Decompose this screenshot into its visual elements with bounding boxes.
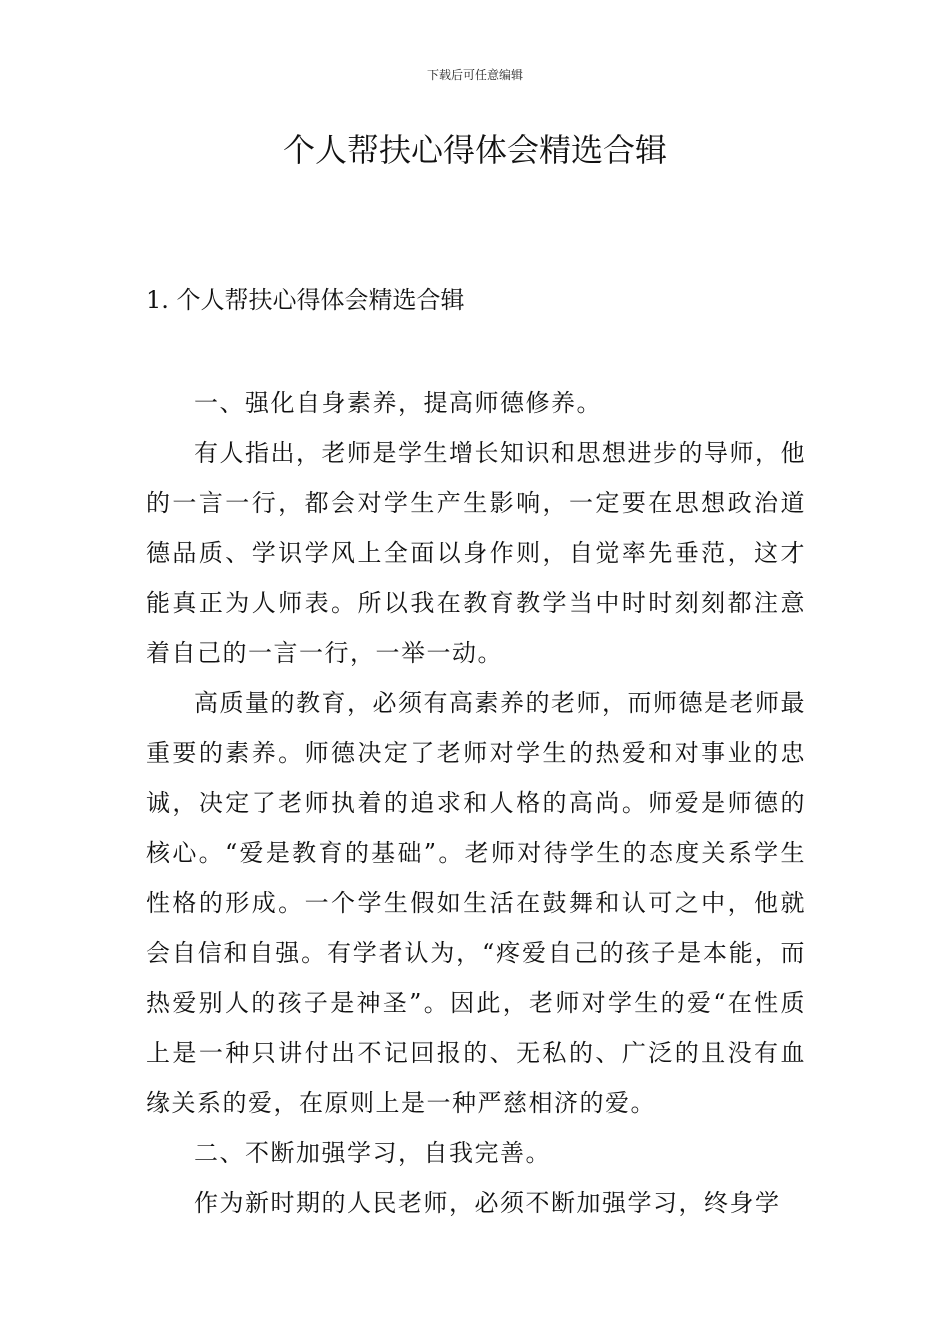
paragraph-heading-1: 一、强化自身素养，提高师德修养。	[194, 389, 602, 417]
document-title: 个人帮扶心得体会精选合辑	[282, 131, 667, 169]
paragraph: 高质量的教育，必须有高素养的老师，而师德是老师最重要的素养。师德决定了老师对学生的热爱和对事业的忠诚，决定了老师执着的追求和人格的高尚。师爱是师德的核心。“爱是教育的基础”。老师对待学生的态度关系学生性格的形成。一个学生假如生活在鼓舞和认可之中，他就会自信和自强。有学者认为，“疼爱自己的孩子是本能，而热爱别人的孩子是神圣”。因此，老师对学生的爱“在性质上是一种只讲付出不记回报的、无私的、广泛的且没有血缘关系的爱，在原则上是一种严慈相济的爱。	[146, 689, 806, 1117]
section-heading: 1. 个人帮扶心得体会精选合辑	[146, 286, 465, 314]
header-note: 下载后可任意编辑	[426, 68, 523, 82]
paragraph-heading-2: 二、不断加强学习，自我完善。	[194, 1139, 551, 1167]
paragraph: 作为新时期的人民老师，必须不断加强学习，终身学	[194, 1189, 781, 1217]
document-body	[146, 378, 806, 1228]
paragraph: 有人指出，老师是学生增长知识和思想进步的导师，他的一言一行，都会对学生产生影响，一定要在思想政治道德品质、学识学风上全面以身作则，自觉率先垂范，这才能真正为人师表。所以我在教育教学当中时时刻刻都注意着自己的一言一行，一举一动。	[146, 439, 806, 667]
